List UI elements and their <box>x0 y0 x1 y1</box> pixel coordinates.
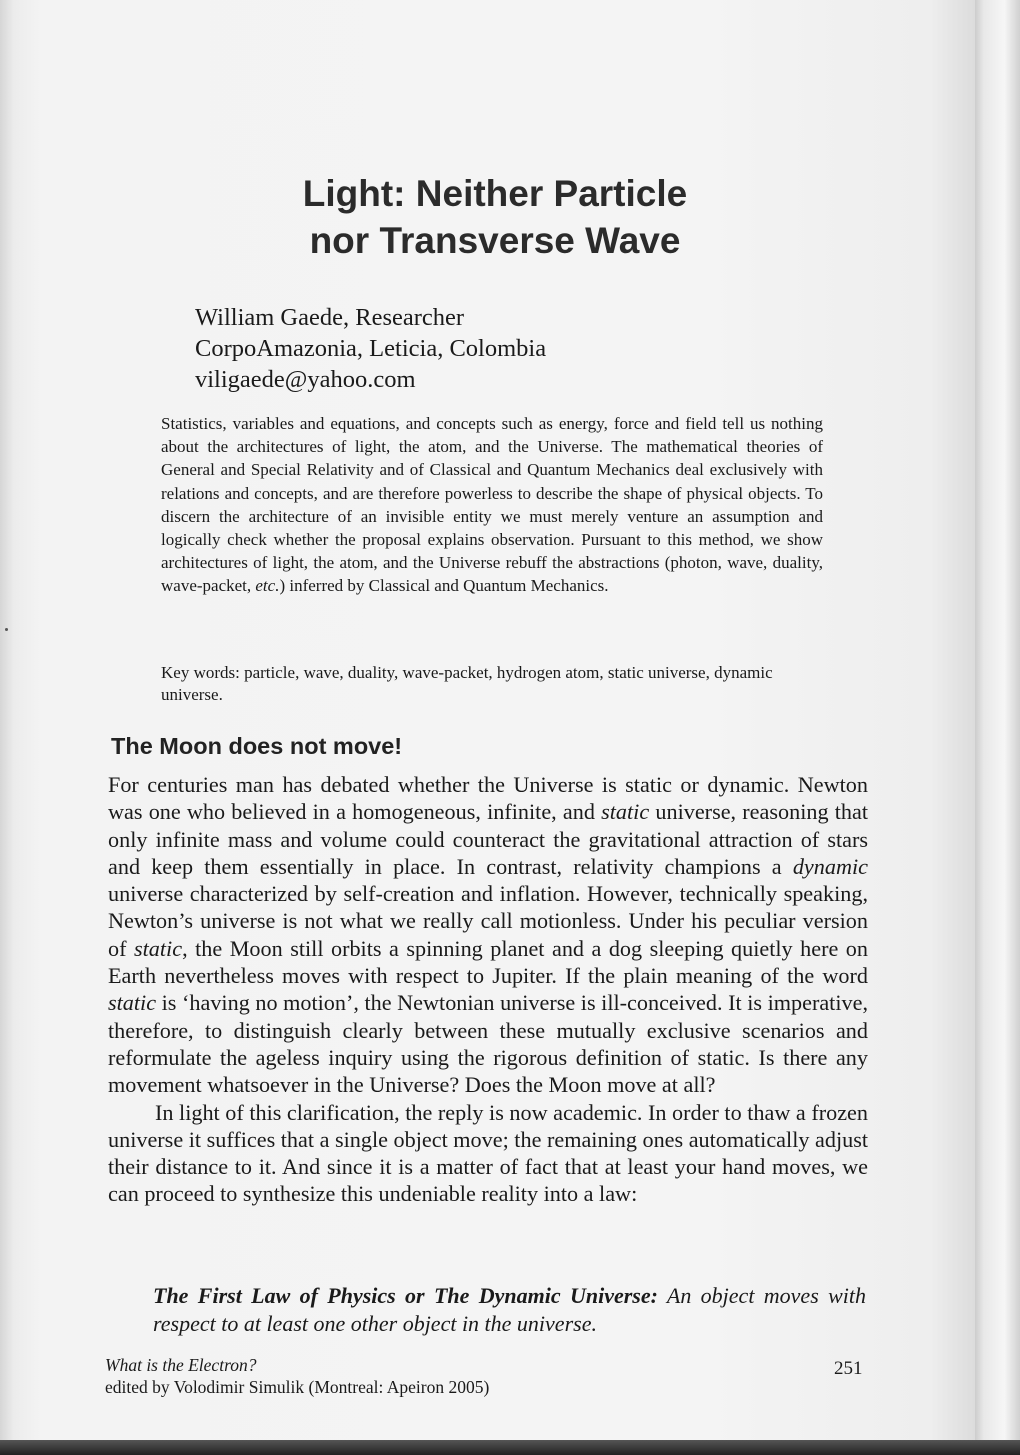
abstract-tail: ) inferred by Classical and Quantum Mechanics. <box>279 576 609 596</box>
paragraph-1 <box>108 771 868 1099</box>
paragraph-1-part: , the Moon still orbits a spinning planet and a dog sleeping quietly here on Earth nevertheless moves with respect to Jupiter. If the plain meaning of the word <box>108 935 868 989</box>
section-heading: The Moon does not move! <box>111 733 403 759</box>
paragraph-1-part: universe, reasoning that only infinite mass and volume could counteract the gravitational attraction of stars and keep them essentially in place. In contrast, relativity champions a <box>108 799 868 879</box>
book-title: What is the Electron? <box>105 1355 257 1375</box>
keywords <box>161 662 823 706</box>
paragraph-2: In light of this clarification, the reply is now academic. In order to thaw a frozen universe it suffices that a single object move; the remaining ones automatically adjust their distance to it. And since it is a matter of fact that at least your hand moves, we can proceed to synthesize this undeniable reality into a law: <box>108 1099 868 1207</box>
law-statement <box>153 1282 866 1338</box>
paragraph-1-part: universe characterized by self-creation and inflation. However, technically speaking, Newton’s universe is not what we really call motionless. Under his peculiar version of <box>108 881 868 961</box>
body-text <box>108 771 868 1208</box>
author-affiliation: CorpoAmazonia, Leticia, Colombia <box>195 335 547 362</box>
abstract-text: Statistics, variables and equations, and concepts such as energy, force and field tell us nothing about the architectures of light, the atom, and the Universe. The mathematical theories of General and Special Relativity and of Classical and Quantum Mechanics deal exclusively with relations and concepts, and are therefore powerless to describe the shape of physical objects. To discern the architecture of an invisible entity we must merely venture an assumption and logically check whether the proposal explains observation. Pursuant to this method, we show architectures of light, the atom, and the Universe rebuff the abstractions (photon, wave, duality, wave-packet, <box>161 414 823 596</box>
author-name: William Gaede, Researcher <box>195 304 465 331</box>
keywords-text: Key words: particle, wave, duality, wave-packet, hydrogen atom, static universe, dynamic universe. <box>161 663 773 704</box>
page-number: 251 <box>834 1358 863 1379</box>
emphasis-static: static <box>108 990 157 1016</box>
title-line-1: Light: Neither Particle <box>302 173 688 214</box>
author-block <box>195 302 546 395</box>
article-title <box>200 170 790 264</box>
footer-citation <box>105 1354 489 1398</box>
facing-page-edge <box>968 0 1020 1450</box>
abstract-etc: etc. <box>255 576 280 596</box>
scan-bottom-edge <box>0 1440 1020 1455</box>
law-text: An object moves with respect to at least one other object in the universe. <box>153 1283 866 1336</box>
emphasis-static: static <box>133 935 183 961</box>
paragraph-1-part: For centuries man has debated whether the Universe is static or dynamic. Newton was one who believed in a homogeneous, infinite, and <box>108 772 868 825</box>
law-name: The First Law of Physics or The Dynamic Universe: <box>153 1283 658 1308</box>
paragraph-1-part: is ‘having no motion’, the Newtonian universe is ill-conceived. It is imperative, therefore, to distinguish clearly between these mutually exclusive scenarios and reformulate the ageless inquiry using the rigorous definition of static. Is there any movement whatsoever in the Universe? Does the Moon move at all? <box>108 990 868 1098</box>
emphasis-static: static <box>601 799 650 825</box>
author-email: viligaede@yahoo.com <box>195 366 416 393</box>
abstract <box>161 412 823 598</box>
scan-speck <box>5 628 8 631</box>
title-line-2: nor Transverse Wave <box>309 220 681 261</box>
book-editor: edited by Volodimir Simulik (Montreal: Apeiron 2005) <box>105 1377 490 1397</box>
emphasis-dynamic: dynamic <box>792 853 868 879</box>
